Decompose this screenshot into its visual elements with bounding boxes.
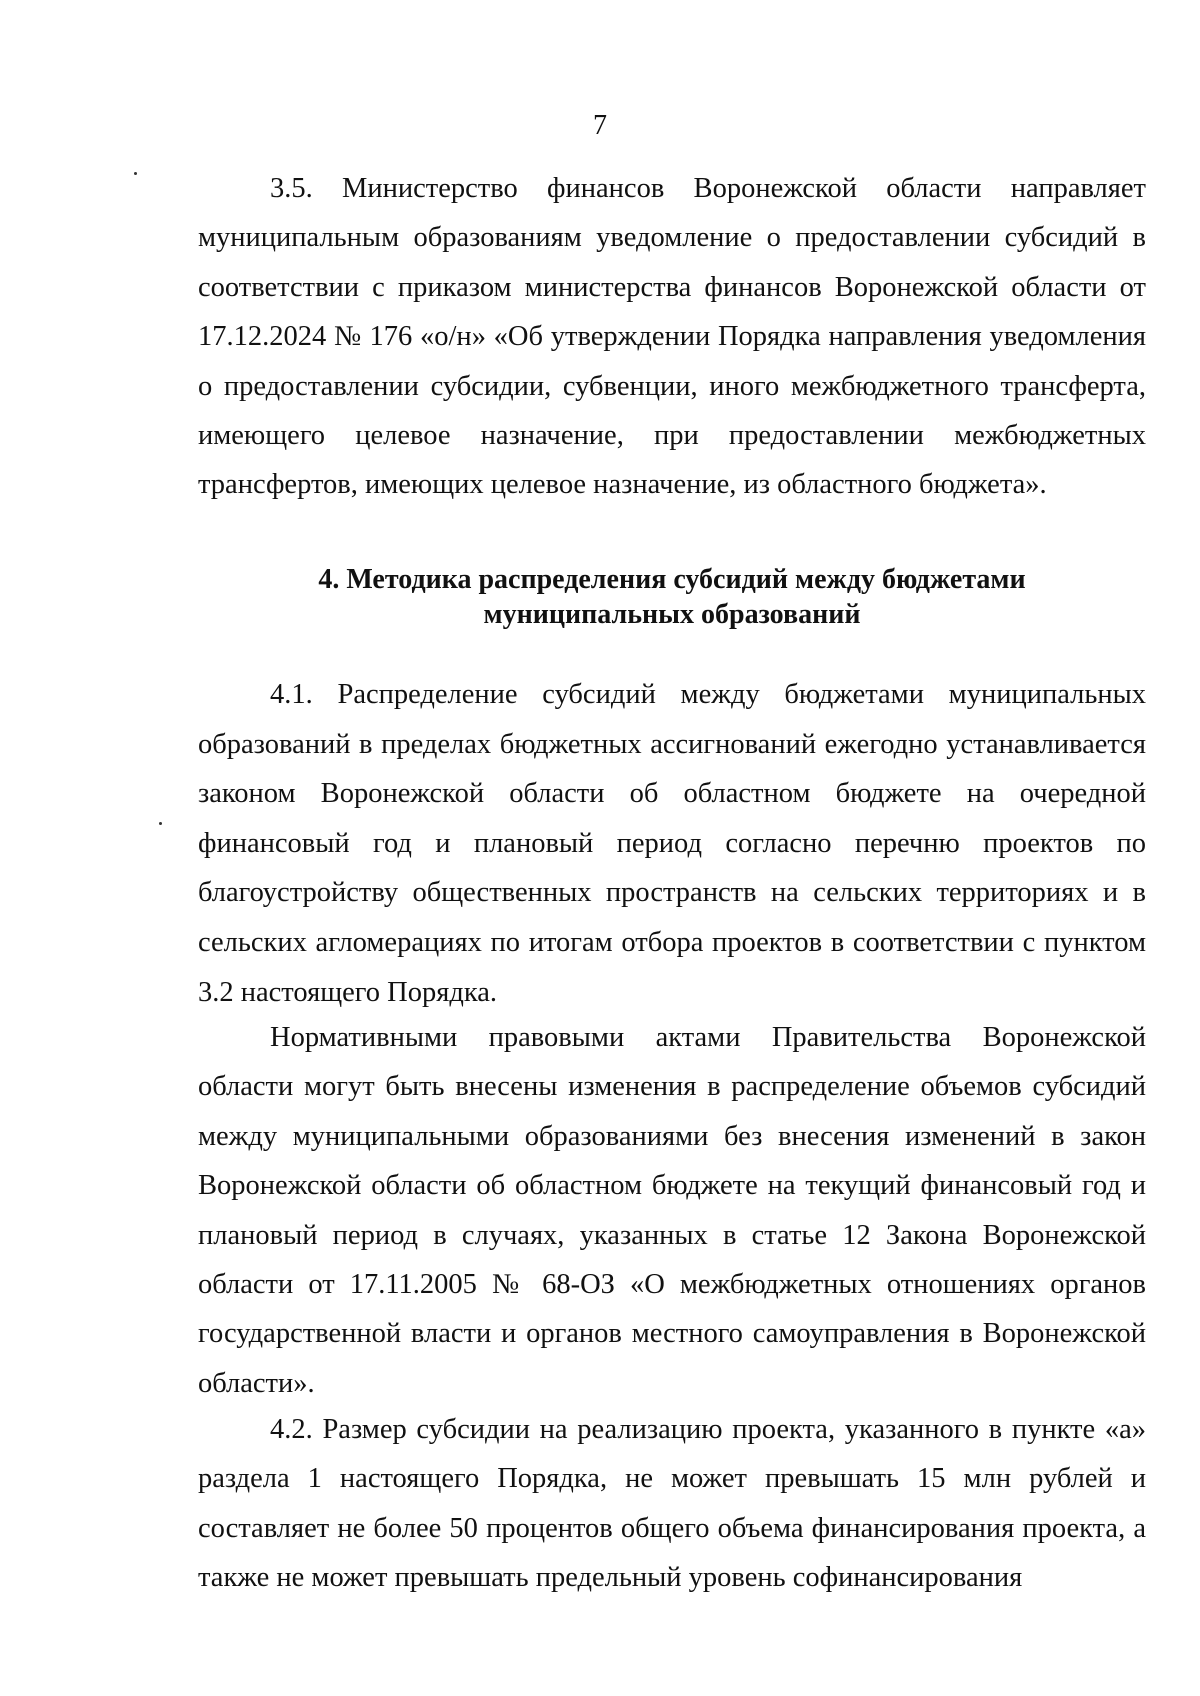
- section-4-heading-line1: 4. Методика распределения субсидий между бюджетами: [318, 564, 1026, 595]
- paragraph-4-2-text: 4.2. Размер субсидии на реализацию проекта, указанного в пункте «а» раздела 1 настоящего Порядка, не может превышать 15 млн рублей и составляет не более 50 процентов общего объема финансирования проекта, а также не может превышать предельный уровень софинансирования: [198, 1414, 1146, 1594]
- paragraph-4-1-text: 4.1. Распределение субсидий между бюджетами муниципальных образований в пределах бюджетных ассигнований ежегодно устанавливается законом Воронежской области об областном бюджете на очередной финансовый год и плановый период согласно перечню проектов по благоустройству общественных пространств на сельских территориях и в сельских агломерациях по итогам отбора проектов в соответствии с пунктом 3.2 настоящего Порядка.: [198, 679, 1146, 1008]
- paragraph-3-5-text: 3.5. Министерство финансов Воронежской области направляет муниципальным образованиям уведомление о предоставлении субсидий в соответствии с приказом министерства финансов Воронежской области от 17.12.2024 № 176 «о/н» «Об утверждении Порядка направления уведомления о предоставлении субсидии, субвенции, иного межбюджетного трансферта, имеющего целевое назначение, при предоставлении межбюджетных трансфертов, имеющих целевое назначение, из областного бюджета».: [198, 173, 1146, 501]
- section-4-heading: [198, 562, 1146, 632]
- paragraph-4-2: [198, 1405, 1146, 1603]
- section-4-heading-line2: муниципальных образований: [483, 599, 861, 630]
- scan-speck: [134, 172, 137, 175]
- page-number: 7: [593, 110, 607, 141]
- paragraph-normative-acts: [198, 1013, 1146, 1408]
- paragraph-3-5: [198, 164, 1146, 510]
- scan-speck: [159, 822, 162, 825]
- paragraph-normative-acts-text: Нормативными правовыми актами Правительства Воронежской области могут быть внесены изменения в распределение объемов субсидий между муниципальными образованиями без внесения изменений в закон Воронежской области об областном бюджете на текущий финансовый год и плановый период в случаях, указанных в статье 12 Закона Воронежской области от 17.11.2005 № 68-ОЗ «О межбюджетных отношениях органов государственной власти и органов местного самоуправления в Воронежской области».: [198, 1022, 1146, 1399]
- paragraph-4-1: [198, 670, 1146, 1017]
